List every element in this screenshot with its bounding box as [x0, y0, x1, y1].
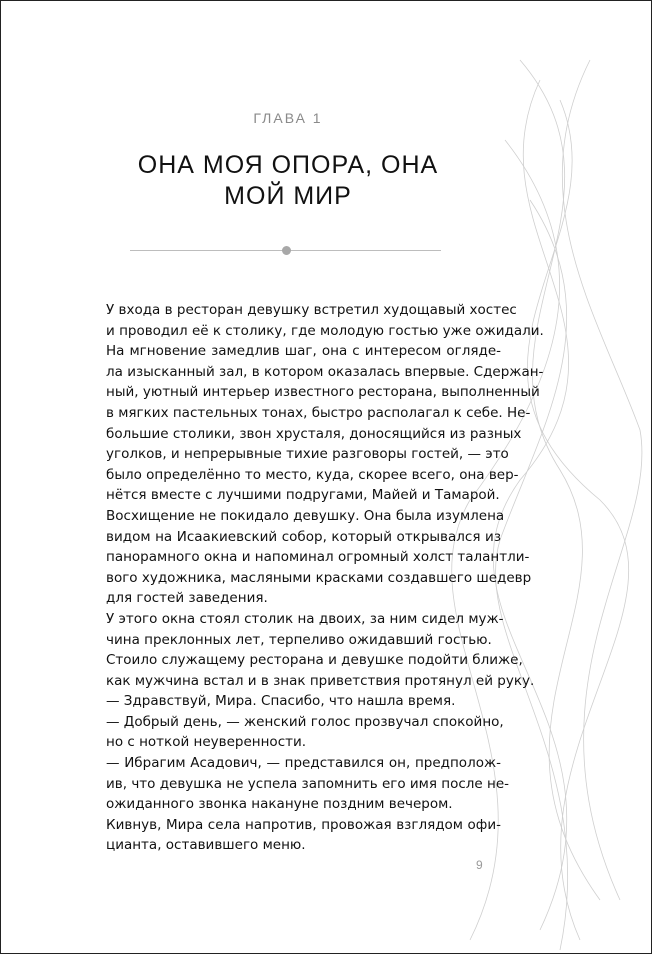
text-line: У этого окна стоял столик на двоих, за ним сидел муж-	[106, 610, 504, 627]
text-line: Кивнув, Мира села напротив, провожая взглядом офи-	[106, 816, 501, 833]
text-line: вого художника, масляными красками создавшего шедевр	[106, 569, 532, 586]
text-line: но с ноткой неуверенности.	[106, 734, 307, 751]
text-line: нётся вместе с лучшими подругами, Майей и Тамарой.	[106, 487, 500, 504]
text-line: — Здравствуй, Мира. Спасибо, что нашла время.	[106, 693, 456, 710]
paragraph	[88, 753, 510, 815]
text-line: ный, уютный интерьер известного ресторана, выполненный	[106, 384, 540, 401]
text-line: чина преклонных лет, терпеливо ожидавший гостью.	[106, 631, 492, 648]
paragraph	[88, 650, 535, 691]
text-line: в мягких пастельных тонах, быстро располагал к себе. Не-	[106, 404, 531, 421]
text-line: уголков, и непрерывные тихие разговоры гостей, — это	[106, 446, 509, 463]
text-line: для гостей заведения.	[106, 590, 268, 607]
paragraph	[88, 506, 532, 609]
paragraph	[88, 300, 544, 341]
text-line: как мужчина встал и в знак приветствия протянул ей руку.	[106, 672, 535, 689]
text-line: Стоило служащему ресторана и девушке подойти ближе,	[106, 652, 523, 669]
text-line: панорамного окна и напоминал огромный холст талантли-	[106, 549, 530, 566]
chapter-title-line-1: ОНА МОЯ ОПОРА, ОНА	[137, 151, 439, 179]
text-line: большие столики, звон хрусталя, доносящийся из разных	[106, 425, 522, 442]
text-line: было определённо то место, куда, скорее всего, она вер-	[106, 466, 519, 483]
text-line: видом на Исаакиевский собор, который открывался из	[106, 528, 501, 545]
paragraph	[88, 691, 501, 712]
page-number: 9	[476, 858, 483, 872]
paragraph	[88, 712, 504, 753]
paragraph	[88, 815, 501, 856]
text-line: На мгновение замедлив шаг, она с интересом огляде-	[106, 343, 501, 360]
chapter-title	[0, 150, 576, 212]
paragraph	[88, 341, 544, 506]
text-line: ла изысканный зал, в котором оказалась впервые. Сдержан-	[106, 363, 544, 380]
text-line: — Ибрагим Асадович, — представился он, предполож-	[106, 755, 501, 772]
text-line: ожиданного звонка накануне поздним вечером.	[106, 796, 453, 813]
text-line: ив, что девушка не успела запомнить его имя после не-	[106, 775, 510, 792]
chapter-label: ГЛАВА 1	[253, 110, 323, 126]
text-line: У входа в ресторан девушку встретил худощавый хостес	[106, 302, 517, 318]
paragraph	[88, 609, 504, 650]
text-line: и проводил её к столику, где молодую гостью уже ожидали.	[106, 322, 544, 339]
divider-dot	[282, 246, 291, 255]
chapter-body	[88, 300, 544, 856]
text-line: Восхищение не покидало девушку. Она была изумлена	[106, 507, 505, 524]
text-line: цианта, оставившего меню.	[106, 837, 306, 854]
text-line: — Добрый день, — женский голос прозвучал спокойно,	[106, 713, 504, 730]
chapter-title-line-2: МОЙ МИР	[224, 182, 352, 210]
